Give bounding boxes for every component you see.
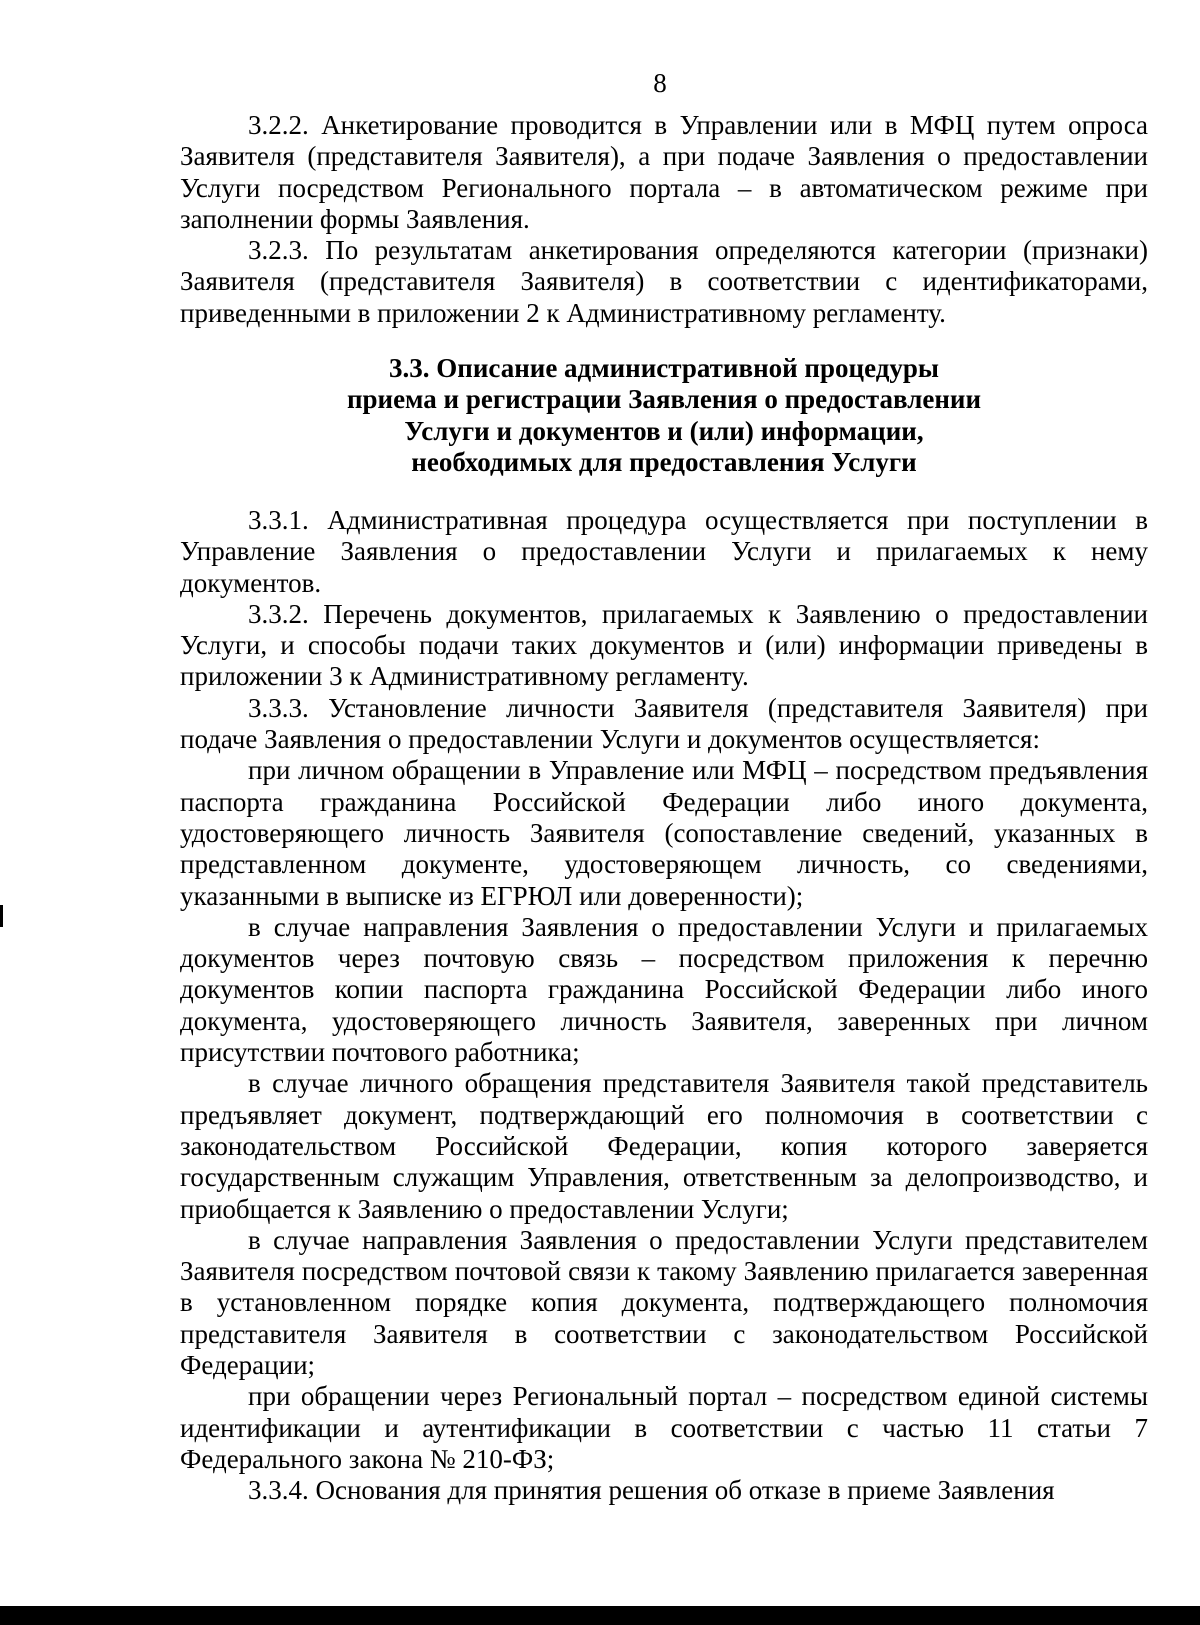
- paragraph-3-3-3: 3.3.3. Установление личности Заявителя (представителя Заявителя) при подаче Заявления о предоставлении Услуги и документов осуществляется:: [180, 692, 1148, 755]
- paragraph-3-3-2: 3.3.2. Перечень документов, прилагаемых к Заявлению о предоставлении Услуги, и способы подачи таких документов и (или) информации приведены в приложении 3 к Административному регламенту.: [180, 598, 1148, 692]
- paragraph-representative-visit: в случае личного обращения представителя Заявителя такой представитель предъявляет документ, подтверждающий его полномочия в соответствии с законодательством Российской Федерации, копия которого заверяется государственным служащим Управления, ответственным за делопроизводство, и приобщается к Заявлению о предоставлении Услуги;: [180, 1068, 1148, 1224]
- section-heading-line: приема и регистрации Заявления о предоставлении: [346, 384, 982, 415]
- scan-edge-mark: [0, 905, 3, 927]
- intro-section: [180, 110, 1148, 329]
- paragraph-postal-representative: в случае направления Заявления о предоставлении Услуги представителем Заявителя посредством почтовой связи к такому Заявлению прилагается заверенная в установленном порядке копия документа, подтверждающего полномочия представителя Заявителя в соответствии с законодательством Российской Федерации;: [180, 1224, 1148, 1381]
- paragraph-3-3-4: 3.3.4. Основания для принятия решения об отказе в приеме Заявления: [248, 1475, 1055, 1506]
- paragraph-personal-visit: при личном обращении в Управление или МФЦ – посредством предъявления паспорта гражданина Российской Федерации либо иного документа, удостоверяющего личность Заявителя (сопоставление сведений, указанных в представленном документе, удостоверяющем личность, со сведениями, указанными в выписке из ЕГРЮЛ или доверенности);: [180, 755, 1148, 911]
- scan-bottom-border: [0, 1606, 1200, 1625]
- paragraph-regional-portal: при обращении через Региональный портал – посредством единой системы идентификации и аутентификации в соответствии с частью 11 статьи 7 Федерального закона № 210-ФЗ;: [180, 1381, 1148, 1474]
- section-heading-line: необходимых для предоставления Услуги: [411, 446, 917, 477]
- section-heading-line: 3.3. Описание административной процедуры: [389, 353, 939, 383]
- section-heading-text: [180, 353, 1148, 478]
- paragraph-postal-applicant: в случае направления Заявления о предоставлении Услуги и прилагаемых документов через почтовую связь – посредством приложения к перечню документов копии паспорта гражданина Российской Федерации либо иного документа, удостоверяющего личность Заявителя, заверенных при личном присутствии почтового работника;: [180, 911, 1148, 1068]
- section-heading-line: Услуги и документов и (или) информации,: [404, 415, 924, 446]
- body-section: [180, 505, 1148, 1507]
- paragraph-3-2-2: 3.2.2. Анкетирование проводится в Управлении или в МФЦ путем опроса Заявителя (представителя Заявителя), а при подаче Заявления о предоставлении Услуги посредством Регионального портала – в автоматическом режиме при заполнении формы Заявления.: [180, 110, 1148, 234]
- section-heading: [180, 353, 1148, 478]
- paragraph-3-3-1: 3.3.1. Административная процедура осуществляется при поступлении в Управление Заявления о предоставлении Услуги и прилагаемых к нему документов.: [180, 505, 1148, 598]
- paragraph-3-2-3: 3.2.3. По результатам анкетирования определяются категории (признаки) Заявителя (представителя Заявителя) в соответствии с идентификаторами, приведенными в приложении 2 к Административному регламенту.: [180, 235, 1148, 328]
- page-number: 8: [653, 68, 667, 98]
